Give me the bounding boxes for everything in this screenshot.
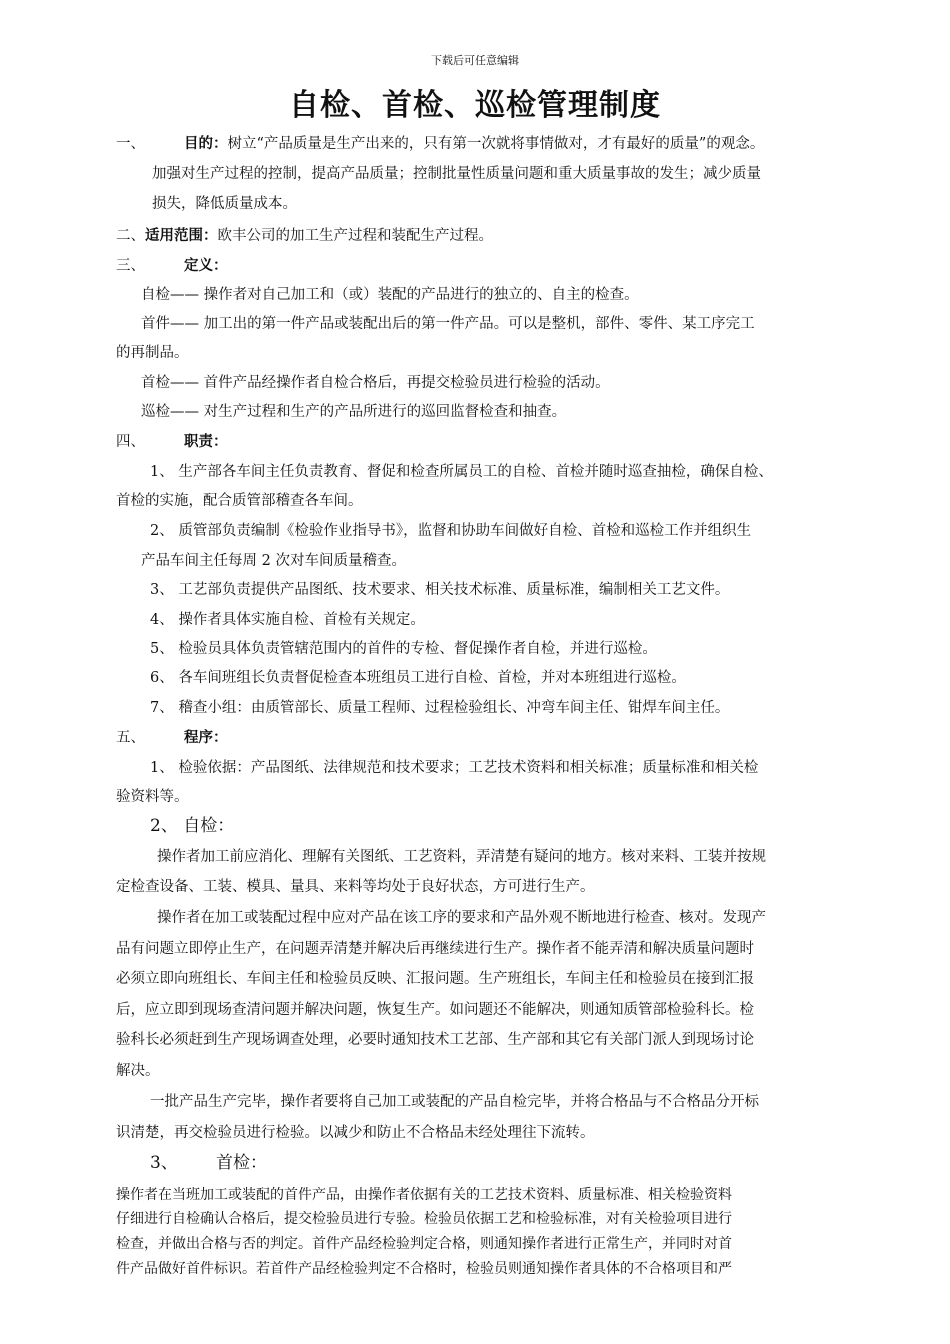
page-title: 自检、首检、巡检管理制度 — [289, 88, 661, 123]
definition-first-piece-cont: 的再制品。 — [116, 345, 189, 361]
duty-1-line-2: 首检的实施，配合质管部稽查各车间。 — [116, 493, 363, 509]
self-check-para-3-line-2: 识清楚，再交检验员进行检验。以减少和防止不合格品未经处理往下流转。 — [116, 1125, 595, 1141]
section-1-cont-1: 加强对生产过程的控制，提高产品质量；控制批量性质量问题和重大质量事故的发生；减少质量 — [152, 166, 761, 182]
section-1-label: 目的： — [184, 135, 228, 152]
duty-1-line-1: 1、 生产部各车间主任负责教育、督促和检查所属员工的自检、首检并随时巡查抽检，确保自检、 — [150, 464, 773, 480]
duty-6: 6、 各车间班组长负责督促检查本班组员工进行自检、首检，并对本班组进行巡检。 — [150, 670, 686, 686]
section-1-cont-2: 损失，降低质量成本。 — [152, 196, 297, 212]
section-1-heading — [184, 134, 764, 154]
procedure-2-heading: 2、 自检： — [150, 816, 235, 836]
self-check-para-2-line-6: 解决。 — [116, 1063, 160, 1079]
section-2-number: 二、 — [116, 228, 145, 244]
duty-2-line-1: 2、 质管部负责编制《检验作业指导书》，监督和协助车间做好自检、首检和巡检工作并组织生 — [150, 523, 752, 539]
section-2 — [116, 226, 493, 246]
section-4-number: 四、 — [116, 434, 145, 450]
duty-4: 4、 操作者具体实施自检、首检有关规定。 — [150, 612, 425, 628]
procedure-3-label: 首检： — [216, 1153, 267, 1173]
duty-2-line-2: 产品车间主任每周 2 次对车间质量稽查。 — [141, 553, 406, 569]
self-check-para-2-line-1: 操作者在加工或装配过程中应对产品在该工序的要求和产品外观不断地进行检查、核对。发现产 — [157, 910, 766, 926]
self-check-para-2-line-2: 品有问题立即停止生产，在问题弄清楚并解决后再继续进行生产。操作者不能弄清和解决质量问题时 — [116, 941, 754, 957]
duty-3: 3、 工艺部负责提供产品图纸、技术要求、相关技术标准、质量标准，编制相关工艺文件。 — [150, 582, 730, 598]
self-check-para-2-line-5: 验科长必须赶到生产现场调查处理，必要时通知技术工艺部、生产部和其它有关部门派人到现场讨论 — [116, 1032, 754, 1048]
self-check-para-1-line-1: 操作者加工前应消化、理解有关图纸、工艺资料，弄清楚有疑问的地方。核对来料、工装并按规 — [157, 849, 766, 865]
self-check-para-1-line-2: 定检查设备、工装、模具、量具、来料等均处于良好状态，方可进行生产。 — [116, 879, 595, 895]
self-check-para-2-line-4: 后，应立即到现场查清问题并解决问题，恢复生产。如问题还不能解决，则通知质管部检验科长。检 — [116, 1002, 754, 1018]
section-2-label: 适用范围： — [145, 227, 218, 244]
definition-patrol-inspection: 巡检—— 对生产过程和生产的产品所进行的巡回监督检查和抽查。 — [141, 404, 567, 420]
section-4-label: 职责： — [184, 433, 228, 450]
section-1-text: 树立“产品质量是生产出来的，只有第一次就将事情做对，才有最好的质量”的观念。 — [227, 136, 765, 152]
duty-7: 7、 稽查小组：由质管部长、质量工程师、过程检验组长、冲弯车间主任、钳焊车间主任。 — [150, 700, 730, 716]
procedure-1-line-2: 验资料等。 — [116, 789, 189, 805]
section-2-text: 欧丰公司的加工生产过程和装配生产过程。 — [217, 228, 493, 244]
procedure-3-number: 3、 — [150, 1153, 178, 1173]
first-inspection-line-3: 检查，并做出合格与否的判定。首件产品经检验判定合格，则通知操作者进行正常生产，并同时对首 — [116, 1236, 732, 1252]
header-note: 下载后可任意编辑 — [431, 54, 519, 67]
procedure-1-line-1: 1、 检验依据：产品图纸、法律规范和技术要求；工艺技术资料和相关标准；质量标准和相关检 — [150, 760, 759, 776]
section-3-number: 三、 — [116, 258, 145, 274]
definition-first-piece: 首件—— 加工出的第一件产品或装配出后的第一件产品。可以是整机，部件、零件、某工序完工 — [141, 316, 755, 332]
section-5-label: 程序： — [184, 729, 228, 746]
section-3-label: 定义： — [184, 257, 228, 274]
first-inspection-line-4: 件产品做好首件标识。若首件产品经检验判定不合格时，检验员则通知操作者具体的不合格项目和严 — [116, 1261, 732, 1277]
first-inspection-line-1: 操作者在当班加工或装配的首件产品，由操作者依据有关的工艺技术资料、质量标准、相关检验资料 — [116, 1187, 732, 1203]
self-check-para-2-line-3: 必须立即向班组长、车间主任和检验员反映、汇报问题。生产班组长，车间主任和检验员在接到汇报 — [116, 971, 754, 987]
first-inspection-line-2: 仔细进行自检确认合格后，提交检验员进行专验。检验员依据工艺和检验标准，对有关检验项目进行 — [116, 1211, 732, 1227]
definition-first-inspection: 首检—— 首件产品经操作者自检合格后，再提交检验员进行检验的活动。 — [141, 375, 610, 391]
definition-self-check: 自检—— 操作者对自己加工和（或）装配的产品进行的独立的、自主的检查。 — [141, 287, 639, 303]
section-5-number: 五、 — [116, 730, 145, 746]
section-1-number: 一、 — [116, 136, 145, 152]
duty-5: 5、 检验员具体负责管辖范围内的首件的专检、督促操作者自检，并进行巡检。 — [150, 641, 657, 657]
self-check-para-3-line-1: 一批产品生产完毕，操作者要将自己加工或装配的产品自检完毕，并将合格品与不合格品分开标 — [150, 1094, 759, 1110]
